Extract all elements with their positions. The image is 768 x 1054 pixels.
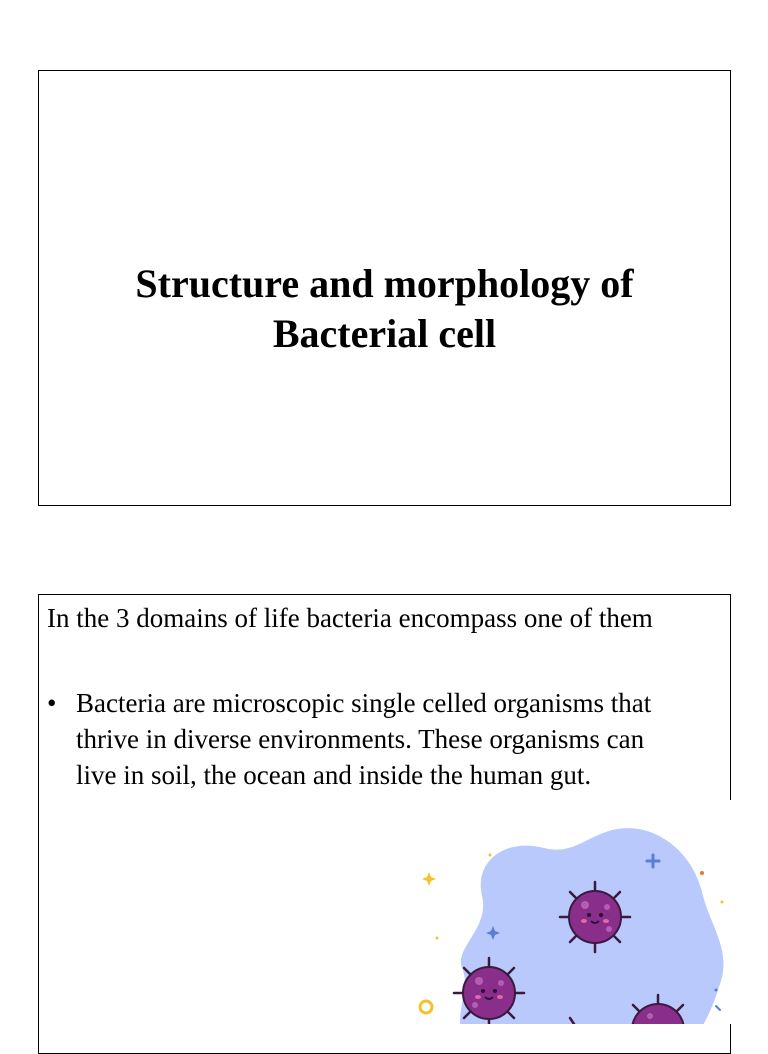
sparkle-yellow-icon [422, 872, 436, 886]
bullet-line-2: thrive in diverse environments. These organisms can [76, 724, 645, 754]
sparkle-line-icon [716, 1006, 720, 1010]
bullet-line-3: live in soil, the ocean and inside the human gut. [76, 760, 592, 790]
title-slide [38, 70, 731, 506]
dot-icon [436, 937, 439, 940]
bacteria-illustration [402, 800, 768, 1024]
ring-icon [420, 1001, 432, 1013]
dot-icon [721, 901, 724, 904]
bullet-text [76, 685, 727, 793]
dot-icon [700, 871, 704, 875]
bacterium-icon [560, 882, 630, 952]
slide-title-line-1: Structure and morphology of [135, 261, 634, 306]
dot-icon [489, 854, 492, 857]
bullet-line-1: Bacteria are microscopic single celled organisms that [76, 688, 652, 718]
intro-text: In the 3 domains of life bacteria encompass one of them [47, 603, 653, 633]
dot-icon [715, 989, 718, 992]
bacteria-illustration-svg [402, 800, 768, 1024]
slide-title [39, 259, 730, 359]
bullet-item [47, 685, 727, 793]
slide-title-line-2: Bacterial cell [272, 311, 497, 356]
bullet-marker: • [47, 688, 57, 718]
